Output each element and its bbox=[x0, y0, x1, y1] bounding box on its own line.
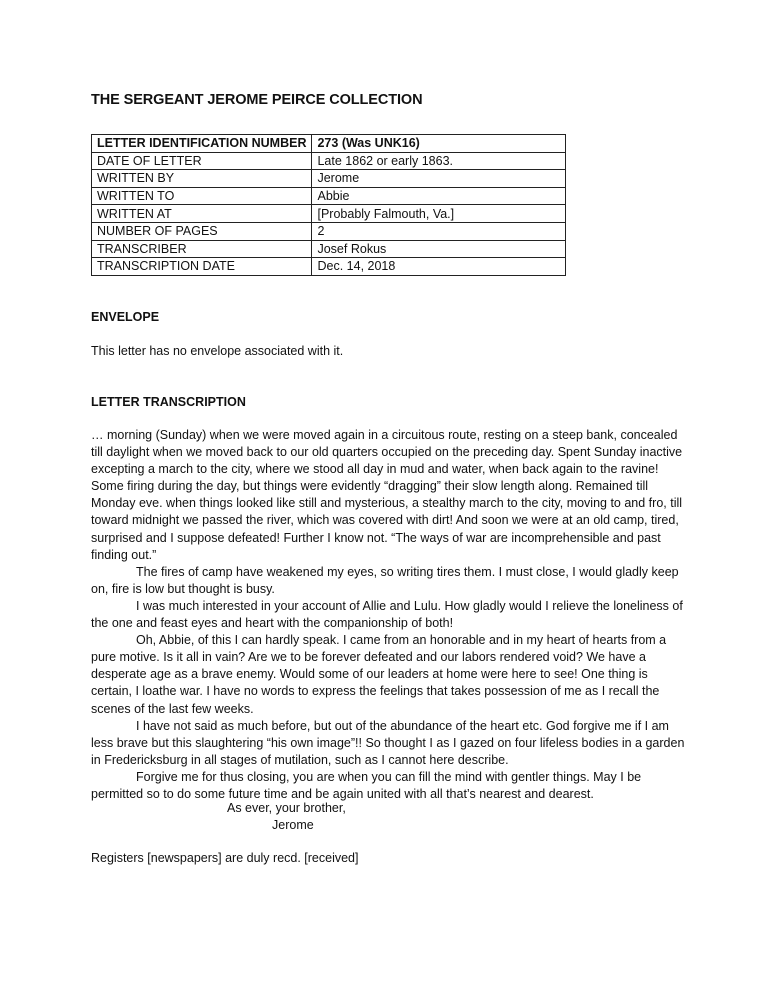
row-label: WRITTEN BY bbox=[92, 170, 312, 188]
letter-paragraph: Oh, Abbie, of this I can hardly speak. I came from an honorable and in my heart of hearts from a pure motive. Is it all in vain? Are we to be forever defeated and our labors rendered void? We have a desperate age as a brave enemy. Would some of our leaders at home were here to see! One thing is certain, I loathe war. I have no words to express the feelings that takes possession of me as I recall the scenes of the last few weeks. bbox=[91, 633, 667, 716]
row-label: DATE OF LETTER bbox=[92, 152, 312, 170]
table-row bbox=[92, 187, 566, 205]
postscript: Registers [newspapers] are duly recd. [received] bbox=[91, 851, 359, 865]
row-value: 2 bbox=[312, 222, 566, 240]
row-value: 273 (Was UNK16) bbox=[312, 135, 566, 153]
table-row bbox=[92, 152, 566, 170]
row-label: TRANSCRIPTION DATE bbox=[92, 258, 312, 276]
letter-body bbox=[91, 427, 691, 803]
row-value: [Probably Falmouth, Va.] bbox=[312, 205, 566, 223]
letter-paragraph: I have not said as much before, but out of the abundance of the heart etc. God forgive me if I am less brave but this slaughtering “his own image”!! So thought I as I gazed on four lifeless bodies in a garden in Fredericksburg in all stages of mutilation, such as I cannot here describe. bbox=[91, 718, 685, 767]
letter-paragraph: … morning (Sunday) when we were moved again in a circuitous route, resting on a steep bank, concealed till daylight when we moved back to our old quarters occupied on the preceding day. Spent Sunday inactive excepting a march to the city, where we stood all day in mud and water, when back again to the ravine! Some firing during the day, but things were evidently “dragging” their slow length along. Remained till Monday eve. when things looked like still and mysterious, a stealthy march to the city, moving to and fro, till toward midnight we passed the river, which was covered with dirt! And soon we were at an old camp, tired, surprised and I suppose defeated! Further I know not. “The ways of war are incomprehensible and past finding out.” bbox=[91, 428, 683, 562]
letter-info-table bbox=[91, 134, 566, 276]
letter-paragraph: Forgive me for thus closing, you are when you can fill the mind with gentler things. May I be permitted so to do some future time and be again united with all that’s nearest and dearest. bbox=[91, 769, 642, 801]
row-label: NUMBER OF PAGES bbox=[92, 222, 312, 240]
document-title: THE SERGEANT JEROME PEIRCE COLLECTION bbox=[91, 92, 423, 108]
row-label: WRITTEN TO bbox=[92, 187, 312, 205]
row-label: TRANSCRIBER bbox=[92, 240, 312, 258]
table-row bbox=[92, 135, 566, 153]
envelope-text: This letter has no envelope associated with it. bbox=[91, 344, 344, 358]
row-value: Abbie bbox=[312, 187, 566, 205]
row-value: Josef Rokus bbox=[312, 240, 566, 258]
row-label: WRITTEN AT bbox=[92, 205, 312, 223]
table-row bbox=[92, 170, 566, 188]
letter-paragraph: I was much interested in your account of Allie and Lulu. How gladly would I relieve the loneliness of the one and feast eyes and heart with the companionship of both! bbox=[91, 598, 683, 631]
table-row bbox=[92, 205, 566, 223]
letter-signature: Jerome bbox=[272, 818, 314, 832]
row-value: Dec. 14, 2018 bbox=[312, 258, 566, 276]
row-value: Late 1862 or early 1863. bbox=[312, 152, 566, 170]
letter-closing: As ever, your brother, bbox=[227, 801, 346, 815]
table-row bbox=[92, 240, 566, 258]
table-row bbox=[92, 258, 566, 276]
transcription-heading: LETTER TRANSCRIPTION bbox=[91, 395, 246, 409]
row-value: Jerome bbox=[312, 170, 566, 188]
table-row bbox=[92, 222, 566, 240]
row-label: LETTER IDENTIFICATION NUMBER bbox=[92, 135, 312, 153]
letter-paragraph: The fires of camp have weakened my eyes, so writing tires them. I must close, I would gladly keep on, fire is low but thought is busy. bbox=[91, 564, 679, 596]
envelope-heading: ENVELOPE bbox=[91, 310, 160, 324]
